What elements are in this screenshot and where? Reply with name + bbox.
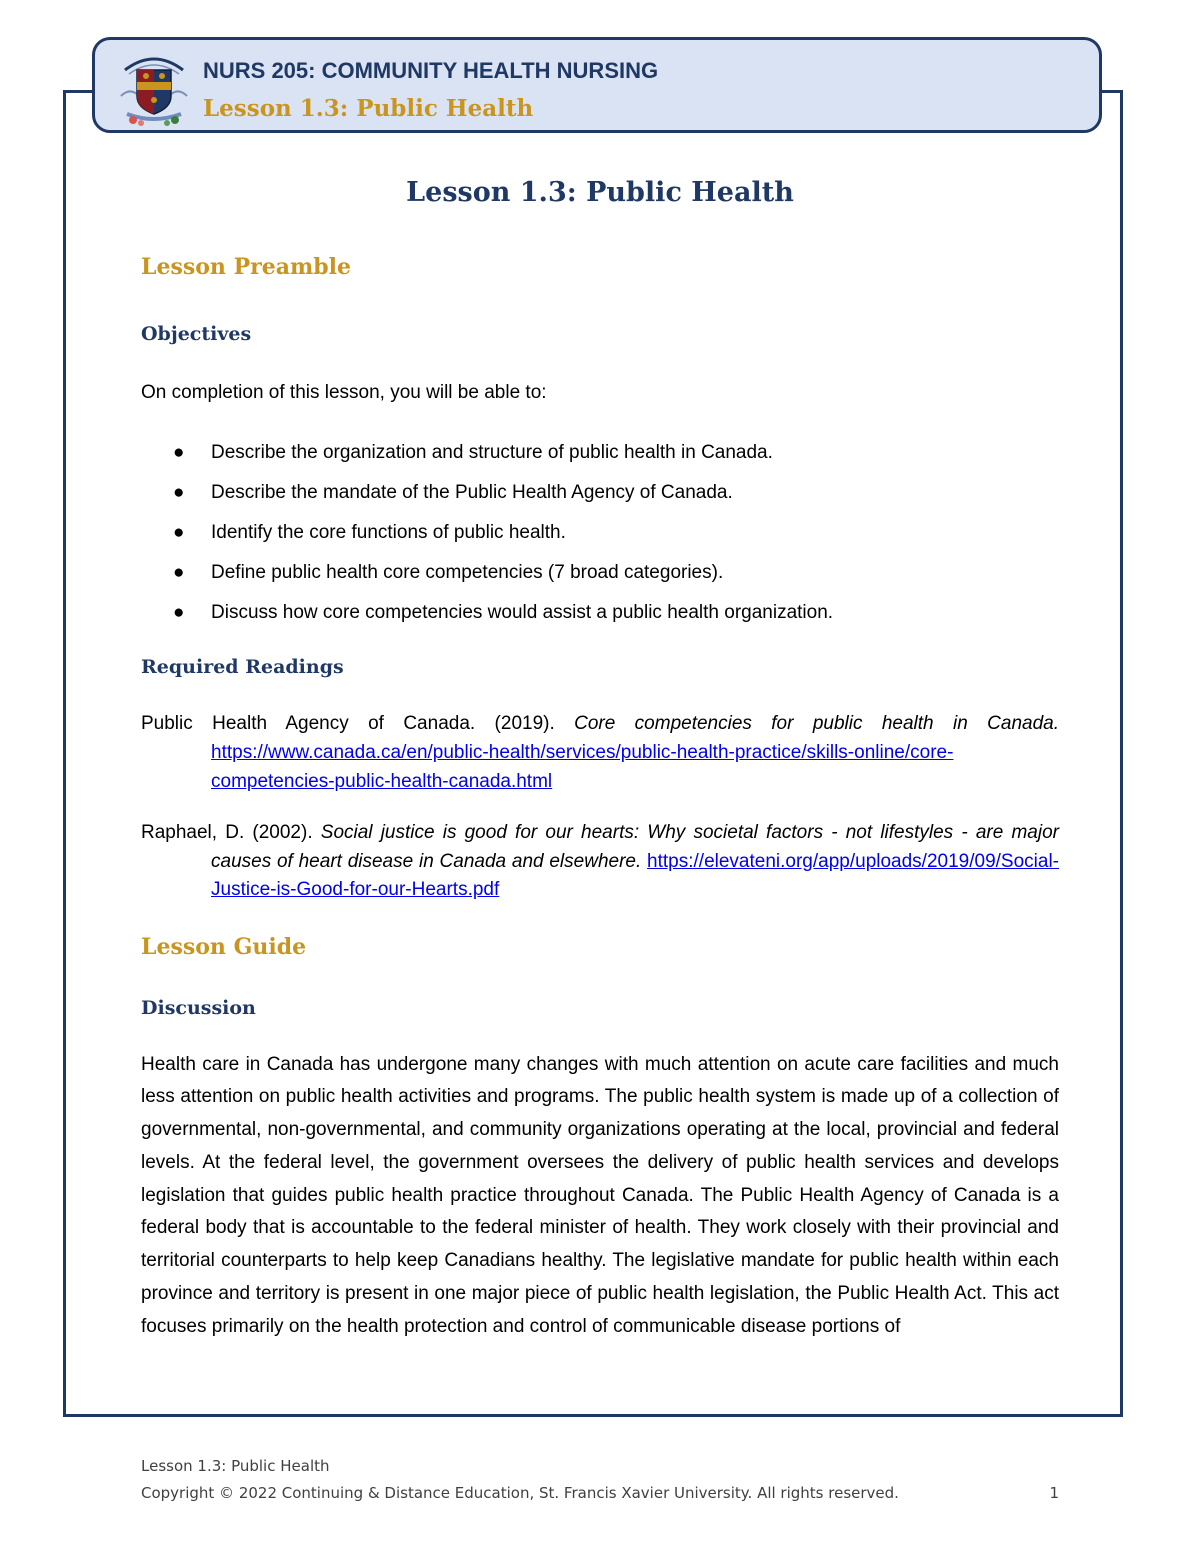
footer-lesson: Lesson 1.3: Public Health bbox=[141, 1457, 330, 1475]
required-readings-heading: Required Readings bbox=[141, 656, 344, 679]
reading-link[interactable]: https://elevateni.org/app/uploads/2019/09/Social-Justice-is-Good-for-our-Hearts.pdf bbox=[211, 850, 1059, 901]
lesson-guide-heading: Lesson Guide bbox=[141, 934, 307, 961]
course-title: NURS 205: COMMUNITY HEALTH NURSING bbox=[203, 58, 659, 83]
list-item: ● Identify the core functions of public health. bbox=[141, 520, 1059, 546]
bullet-icon: ● bbox=[173, 561, 185, 583]
reading-reference: Raphael, D. (2002). Social justice is good for our hearts: Why societal factors - not lifestyles - are major causes of heart disease in Canada and elsewhere. https://elevateni.org/app/uploads/2019/09/Social-Justice-is-Good-for-our-Hearts.pdf bbox=[141, 821, 1059, 901]
reading-reference: Public Health Agency of Canada. (2019). Core competencies for public health in Canada. https://www.canada.ca/en/public-health/services/public-health-practice/skills-online/core-competencies-public-health-canada.html bbox=[141, 713, 1059, 792]
header-banner bbox=[92, 37, 1102, 133]
lesson-subtitle: Lesson 1.3: Public Health bbox=[203, 95, 534, 122]
discussion-heading: Discussion bbox=[141, 996, 256, 1019]
objectives-list bbox=[141, 440, 1059, 625]
discussion-paragraph: Health care in Canada has undergone many changes with much attention on acute care facilities and much less attention on public health activities and programs. The public health system is made up of a collection of governmental, non-governmental, and community organizations operating at the local, provincial and federal levels. At the federal level, the government oversees the delivery of public health services and develops legislation that guides public health practice throughout Canada. The Public Health Agency of Canada is a federal body that is accountable to the federal minister of health. They work closely with their provincial and territorial counterparts to help keep Canadians healthy. The legislative mandate for public health within each province and territory is present in one major piece of public health legislation, the Public Health Act. This act focuses primarily on the health protection and control of communicable disease portions of bbox=[141, 1053, 1059, 1337]
lesson-preamble-heading: Lesson Preamble bbox=[141, 254, 351, 281]
page-number: 1 bbox=[1049, 1484, 1059, 1502]
objectives-heading: Objectives bbox=[141, 322, 252, 345]
page-content bbox=[141, 175, 1059, 1343]
list-item: ● Define public health core competencies (7 broad categories). bbox=[141, 560, 1059, 586]
page-footer bbox=[141, 1457, 1059, 1502]
list-item: ● Describe the organization and structure of public health in Canada. bbox=[141, 440, 1059, 466]
bullet-icon: ● bbox=[173, 521, 185, 543]
bullet-icon: ● bbox=[173, 482, 185, 504]
footer-copyright: Copyright © 2022 Continuing & Distance Education, St. Francis Xavier University. All rights reserved. bbox=[141, 1484, 899, 1502]
list-item: ● Describe the mandate of the Public Health Agency of Canada. bbox=[141, 480, 1059, 506]
objectives-intro: On completion of this lesson, you will be able to: bbox=[141, 382, 547, 404]
university-crest-icon bbox=[119, 48, 189, 130]
bullet-icon: ● bbox=[173, 442, 185, 464]
list-item: ● Discuss how core competencies would assist a public health organization. bbox=[141, 600, 1059, 626]
page-title: Lesson 1.3: Public Health bbox=[406, 177, 794, 208]
reading-link[interactable]: https://www.canada.ca/en/public-health/services/public-health-practice/skills-online/core-competencies-public-health-canada.html bbox=[211, 741, 954, 792]
bullet-icon: ● bbox=[173, 601, 185, 623]
